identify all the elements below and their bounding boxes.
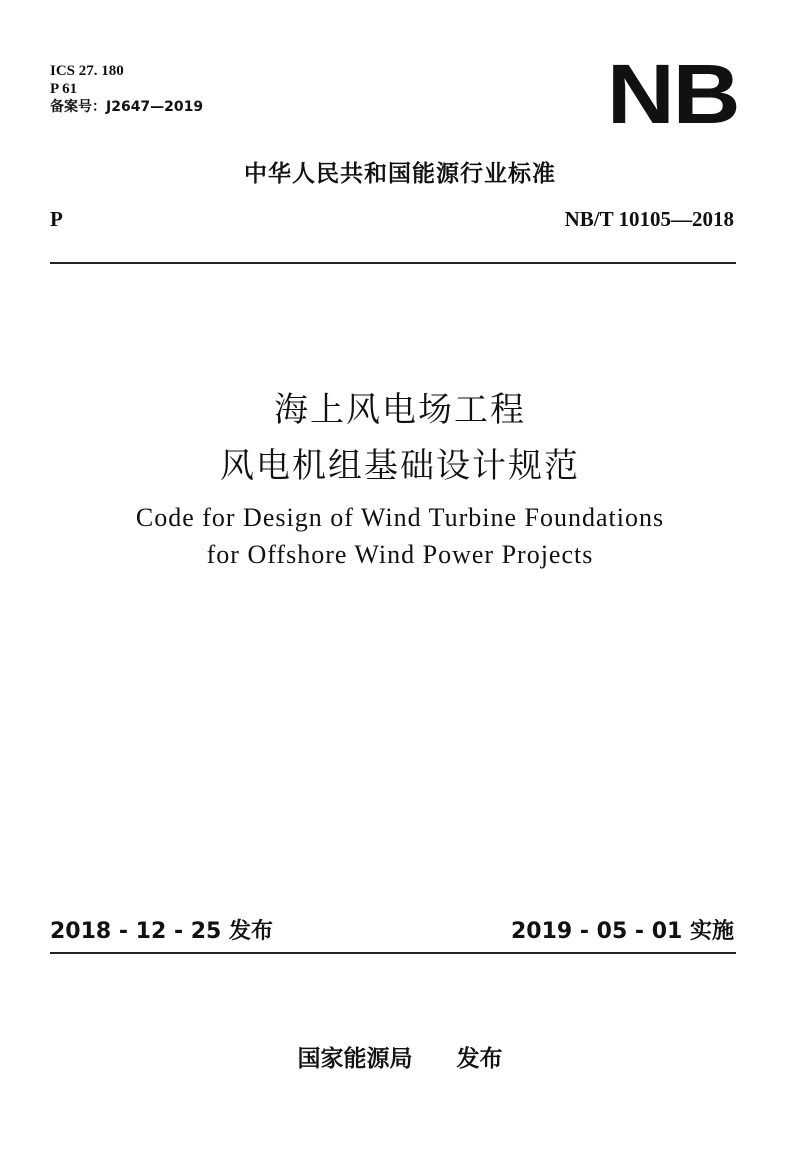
publisher-action: 发布 [456,1046,503,1072]
classification-code: P [50,207,63,231]
title-english-line-1: Code for Design of Wind Turbine Foundations [135,503,665,532]
publisher-line [0,1040,800,1073]
standard-number: NB/T 10105—2018 [564,207,734,231]
nb-logo: NB [606,47,738,141]
publisher-name: 国家能源局 [297,1046,413,1072]
filing-number: 备案号：J2647—2019 [50,99,204,115]
title-chinese-line-1: 海上风电场工程 [274,390,526,430]
implementation-date: 2019 - 05 - 01 实施 [510,919,734,944]
ccs-code: P 61 [50,81,78,97]
bottom-divider [50,952,736,954]
title-english-line-2: for Offshore Wind Power Projects [206,540,594,569]
standard-type-heading: 中华人民共和国能源行业标准 [244,161,556,187]
ics-code: ICS 27. 180 [50,63,124,79]
issue-date: 2018 - 12 - 25 发布 [50,919,274,944]
top-divider [50,262,736,264]
title-chinese-line-2: 风电机组基础设计规范 [220,446,580,486]
